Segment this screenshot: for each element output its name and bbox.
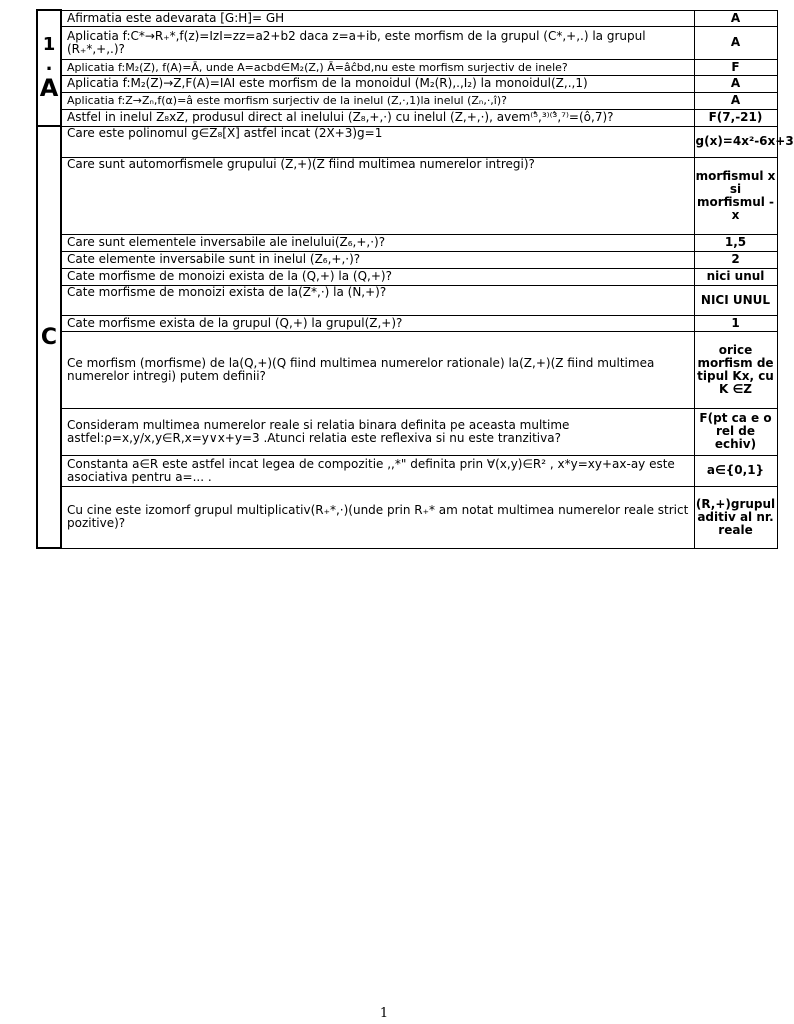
answer-cell: 1 — [694, 315, 777, 331]
question-cell: Astfel in inelul Z₈xZ, produsul direct al inelului (Z₈,+,·) cu inelul (Z,+,·), avem⁽⁵̂,³⁾⁽³̂,⁷⁾=(ô,7)? — [61, 109, 694, 126]
answer-cell: F(pt ca e o rel de echiv) — [694, 408, 777, 455]
question-cell: Aplicatia f:C*→R₊*,f(z)=IzI=zz=a2+b2 daca z=a+ib, este morfism de la grupul (C*,+,.) la grupul (R₊*,+,.)? — [61, 26, 694, 59]
question-cell: Consideram multimea numerelor reale si relatia binara definita pe aceasta multime astfel:ρ=x,y/x,y∈R,x=y∨x+y=3 .Atunci relatia este reflexiva si nu este tranzitiva? — [61, 408, 694, 455]
answer-cell: A — [694, 75, 777, 92]
question-cell: Aplicatia f:M₂(Z)→Z,F(A)=IAI este morfism de la monoidul (M₂(R),.,I₂) la monoidul(Z,.,1) — [61, 75, 694, 92]
section-c-cell — [37, 126, 61, 548]
answer-cell: 1,5 — [694, 234, 777, 251]
table-row — [37, 157, 777, 234]
table-row — [37, 26, 777, 59]
table-row — [37, 486, 777, 548]
question-cell: Ce morfism (morfisme) de la(Q,+)(Q fiind multimea numerelor rationale) la(Z,+)(Z fiind multimea numerelor intregi) putem definii? — [61, 331, 694, 408]
table-row — [37, 268, 777, 285]
answer-cell: 2 — [694, 251, 777, 268]
section-a-mark-top: 1 — [42, 34, 56, 55]
question-cell: Care sunt automorfismele grupului (Z,+)(Z fiind multimea numerelor intregi)? — [61, 157, 694, 234]
table-row — [37, 285, 777, 315]
answer-cell: A — [694, 10, 777, 26]
section-c-label: C — [40, 324, 58, 350]
answer-cell: nici unul — [694, 268, 777, 285]
answer-cell: a∈{0,1} — [694, 455, 777, 486]
answer-cell: (R,+)grupul aditiv al nr. reale — [694, 486, 777, 548]
question-cell: Care sunt elementele inversabile ale inelului(Z₆,+,·)? — [61, 234, 694, 251]
table-row — [37, 408, 777, 455]
answer-cell: morfismul x si morfismul -x — [694, 157, 777, 234]
question-cell: Cate morfisme de monoizi exista de la(Z*,·) la (N,+)? — [61, 285, 694, 315]
section-a-label: A — [39, 74, 59, 102]
table-row — [37, 92, 777, 109]
answer-cell: A — [694, 26, 777, 59]
answer-cell: g(x)=4x²-6x+3 — [694, 126, 777, 157]
table-row — [37, 126, 777, 157]
question-cell: Aplicatia f:Z→Zₙ,f(α)=â este morfism surjectiv de la inelul (Z,·,1)la inelul (Zₙ,·,î)? — [61, 92, 694, 109]
table-row — [37, 109, 777, 126]
table-row — [37, 315, 777, 331]
question-cell: Constanta a∈R este astfel incat legea de compozitie ,,*" definita prin ∀(x,y)∈R² , x*y=xy+ax-ay este asociativa pentru a=... . — [61, 455, 694, 486]
page-number: 1 — [379, 1006, 389, 1021]
answer-cell: F — [694, 59, 777, 75]
answer-cell: orice morfism de tipul Kx, cu K ∈Z — [694, 331, 777, 408]
table-row — [37, 331, 777, 408]
qa-table — [36, 9, 794, 549]
question-cell: Cate morfisme de monoizi exista de la (Q,+) la (Q,+)? — [61, 268, 694, 285]
question-cell: Cate elemente inversabile sunt in inelul (Z₆,+,·)? — [61, 251, 694, 268]
table-row — [37, 59, 777, 75]
question-cell: Cu cine este izomorf grupul multiplicativ(R₊*,·)(unde prin R₊* am notat multimea numerelor reale strict pozitive)? — [61, 486, 694, 548]
section-a-cell — [37, 10, 61, 126]
question-cell: Cate morfisme exista de la grupul (Q,+) la grupul(Z,+)? — [61, 315, 694, 331]
answer-cell: A — [694, 92, 777, 109]
section-a-mark-mid: . — [45, 54, 53, 75]
question-cell: Afirmatia este adevarata [G:H]= GH — [61, 10, 694, 26]
question-cell: Care este polinomul g∈Z₈[X] astfel incat (2X+3)g=1 — [61, 126, 694, 157]
table-row — [37, 234, 777, 251]
table-row — [37, 10, 777, 26]
question-cell: Aplicatia f:M₂(Z), f(A)=Ā, unde A=acbd∈M₂(Z,) Ā=âĉbd,nu este morfism surjectiv de inele? — [61, 59, 694, 75]
table-row — [37, 251, 777, 268]
table-row — [37, 75, 777, 92]
answer-cell: NICI UNUL — [694, 285, 777, 315]
answer-cell: F(7,-21) — [694, 109, 777, 126]
table-row — [37, 455, 777, 486]
